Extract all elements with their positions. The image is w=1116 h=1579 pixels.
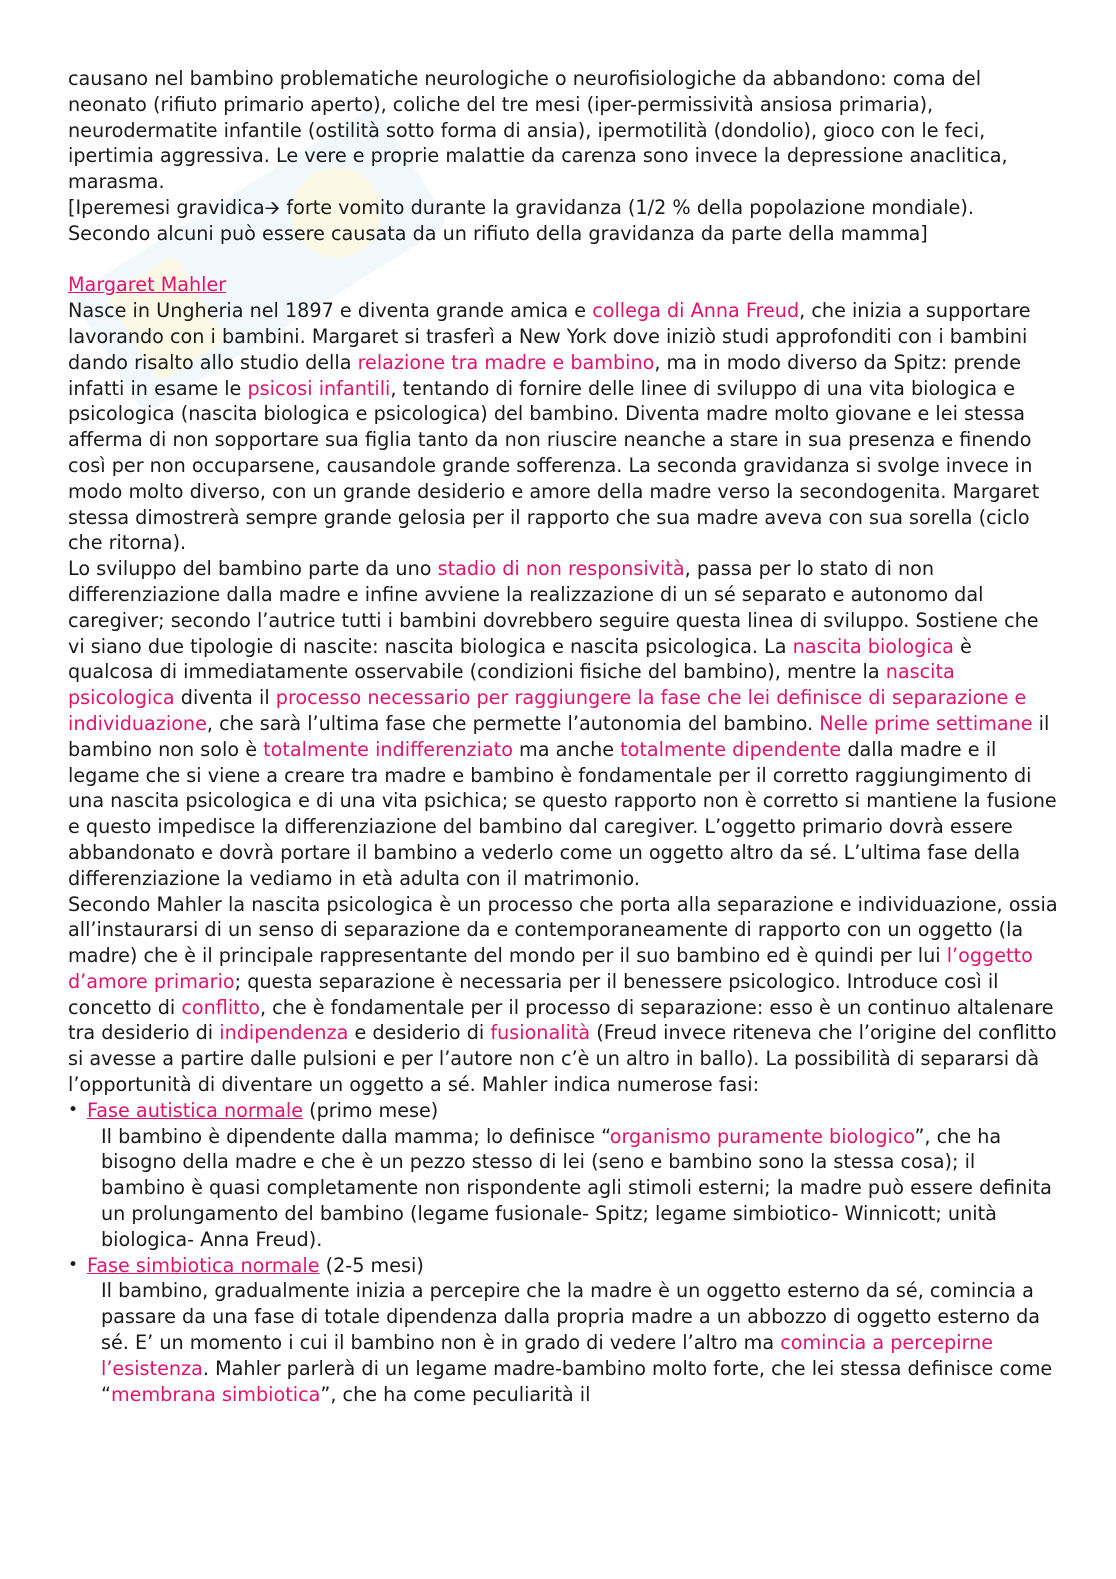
text-run: , tentando di fornire delle linee di sviluppo di una vita biologica e psicologica (nascita biologica e psicologica) del bambino. Diventa madre molto giovane e lei stessa afferma di non sopportare sua figlia tanto da non riuscire neanche a stare in sua presenza e finendo così per non occuparsene, causandole grande sofferenza. La seconda gravidanza si svolge invece in modo molto diverso, con un grande desiderio e amore della madre verso la secondogenita. Margaret stessa dimostrerà sempre grande gelosia per il rapporto che sua madre aveva con sua sorella (ciclo che ritorna). <box>68 376 1040 555</box>
mahler-paragraph-3 <box>68 892 1058 1098</box>
highlighted-term: membrana simbiotica <box>110 1382 321 1406</box>
document-page <box>68 66 1058 1407</box>
highlighted-term: l’oggetto d’amore primario <box>68 944 1033 993</box>
text-run: ”, che ha bisogno della madre e che è un pezzo stesso di lei (seno e bambino sono la stessa cosa); il bambino è quasi completamente non rispondente agli stimoli esterni; la madre può essere definita un prolungamento del bambino (legame fusionale- Spitz; legame simbiotico- Winnicott; unità biologica- Anna Freud). <box>101 1124 1052 1251</box>
phase-name-link[interactable]: Fase autistica normale <box>87 1098 303 1122</box>
highlighted-term: processo necessario per raggiungere la fase che lei definisce di separazione e individuazione <box>68 686 1027 735</box>
bullet-icon: • <box>68 1254 79 1275</box>
text-run: Nasce in Ungheria nel 1897 e diventa grande amica e <box>68 299 593 323</box>
section-title-link[interactable]: Margaret Mahler <box>68 273 227 297</box>
text-run: , che sarà l’ultima fase che permette l’autonomia del bambino. <box>206 711 820 735</box>
highlighted-term: nascita biologica <box>792 634 954 658</box>
highlighted-term: relazione tra madre e bambino <box>357 350 655 374</box>
text-run: , che inizia a supportare lavorando con i bambini. Margaret si trasferì a New York dove iniziò studi approfonditi con i bambini dando risalto allo studio della <box>68 299 1031 374</box>
highlighted-term: indipendenza <box>219 1021 349 1045</box>
text-run: il bambino non solo è <box>68 711 1050 761</box>
text-run: Il bambino è dipendente dalla mamma; lo definisce “ <box>101 1124 610 1148</box>
intro-paragraph-1: causano nel bambino problematiche neurologiche o neurofisiologiche da abbandono: coma del neonato (rifiuto primario aperto), coliche del tre mesi (iper-permissività ansiosa primaria), neurodermatite infantile (ostilità sotto forma di ansia), ipermotilità (dondolio), gioco con le feci, ipertimia aggressiva. Le vere e proprie malattie da carenza sono invece la depressione anaclitica, marasma. <box>68 67 1008 194</box>
intro-paragraph-2: [Iperemesi gravidica🡪 forte vomito durante la gravidanza (1/2 % della popolazione mondiale). Secondo alcuni può essere causata da un rifiuto della gravidanza da parte della mamma] <box>68 195 974 245</box>
highlighted-term: Nelle prime settimane <box>819 711 1033 735</box>
mahler-paragraph-2 <box>68 556 1058 891</box>
text-run: ”, che ha come peculiarità il <box>320 1382 591 1406</box>
phase-name-link[interactable]: Fase simbiotica normale <box>87 1253 320 1277</box>
phase-period: (2-5 mesi) <box>319 1253 424 1277</box>
text-run: Secondo Mahler la nascita psicologica è un processo che porta alla separazione e individuazione, ossia all’instaurarsi di un senso di separazione da e contemporaneamente di rapporto con un oggetto (la madre) che è il principale rappresentante del mondo per il suo bambino ed è quindi per lui <box>68 892 1058 968</box>
phase-item <box>68 1253 1058 1408</box>
mahler-paragraph-1 <box>68 298 1058 556</box>
phase-period: (primo mese) <box>303 1098 439 1122</box>
highlighted-term: nascita psicologica <box>68 660 955 710</box>
phase-heading <box>68 1098 1058 1124</box>
highlighted-term: conflitto <box>181 995 260 1019</box>
phase-item <box>68 1098 1058 1253</box>
text-run: diventa il <box>174 686 276 710</box>
highlighted-term: psicosi infantili <box>247 376 391 400</box>
text-run: (Freud invece riteneva che l’origine del conflitto si avesse a partire dalle pulsioni e per l’autore non c’è un altro in ballo). La possibilità di separarsi dà l’opportunità di diventare un oggetto a sé. Mahler indica numerose fasi: <box>68 1021 1057 1097</box>
highlighted-term: collega di Anna Freud <box>592 299 800 323</box>
phases-list <box>68 1098 1058 1408</box>
highlighted-term: stadio di non responsività <box>437 557 685 581</box>
text-run: , che è fondamentale per il processo di separazione: esso è un continuo altalenare tra desiderio di <box>68 995 1054 1045</box>
text-run: Lo sviluppo del bambino parte da uno <box>68 557 438 581</box>
text-run: , ma in modo diverso da Spitz: prende infatti in esame le <box>68 350 1022 400</box>
highlighted-term: totalmente dipendente <box>620 737 842 761</box>
spacer <box>68 247 1058 273</box>
text-run: , passa per lo stato di non differenziazione dalla madre e infine avviene la realizzazione di un sé separato e autonomo dal caregiver; secondo l’autrice tutti i bambini dovrebbero seguire questa linea di sviluppo. Sostiene che vi siano due tipologie di nascite: nascita biologica e nascita psicologica. La <box>68 557 1039 658</box>
highlighted-term: comincia a percepirne l’esistenza <box>101 1331 994 1380</box>
text-run: è qualcosa di immediatamente osservabile (condizioni fisiche del bambino), mentre la <box>68 634 972 684</box>
phase-description <box>68 1124 1058 1253</box>
text-run: e desiderio di <box>348 1021 491 1045</box>
phase-heading <box>68 1253 1058 1279</box>
highlighted-term: fusionalità <box>490 1021 591 1045</box>
text-run: ma anche <box>512 737 621 761</box>
text-run: dalla madre e il legame che si viene a creare tra madre e bambino è fondamentale per il corretto raggiungimento di una nascita psicologica e di una vita psichica; se questo rapporto non è corretto si mantiene la fusione e questo impedisce la differenziazione del bambino dal caregiver. L’oggetto primario dovrà essere abbandonato e dovrà portare il bambino a vederlo come un oggetto altro da sé. L’ultima fase della differenziazione la vediamo in età adulta con il matrimonio. <box>68 737 1057 890</box>
text-run: ; questa separazione è necessaria per il benessere psicologico. Introduce così il concetto di <box>68 969 999 1019</box>
text-run: Il bambino, gradualmente inizia a percepire che la madre è un oggetto esterno da sé, comincia a passare da una fase di totale dipendenza dalla propria madre a un abbozzo di oggetto esterno da sé. E’ un momento i cui il bambino non è in grado di vedere l’altro ma <box>101 1279 1041 1355</box>
highlighted-term: organismo puramente biologico <box>609 1124 915 1148</box>
highlighted-term: totalmente indifferenziato <box>263 737 513 761</box>
text-run: . Mahler parlerà di un legame madre-bambino molto forte, che lei stessa definisce come “ <box>101 1356 1053 1406</box>
phase-description <box>68 1278 1058 1407</box>
bullet-icon: • <box>68 1099 79 1120</box>
